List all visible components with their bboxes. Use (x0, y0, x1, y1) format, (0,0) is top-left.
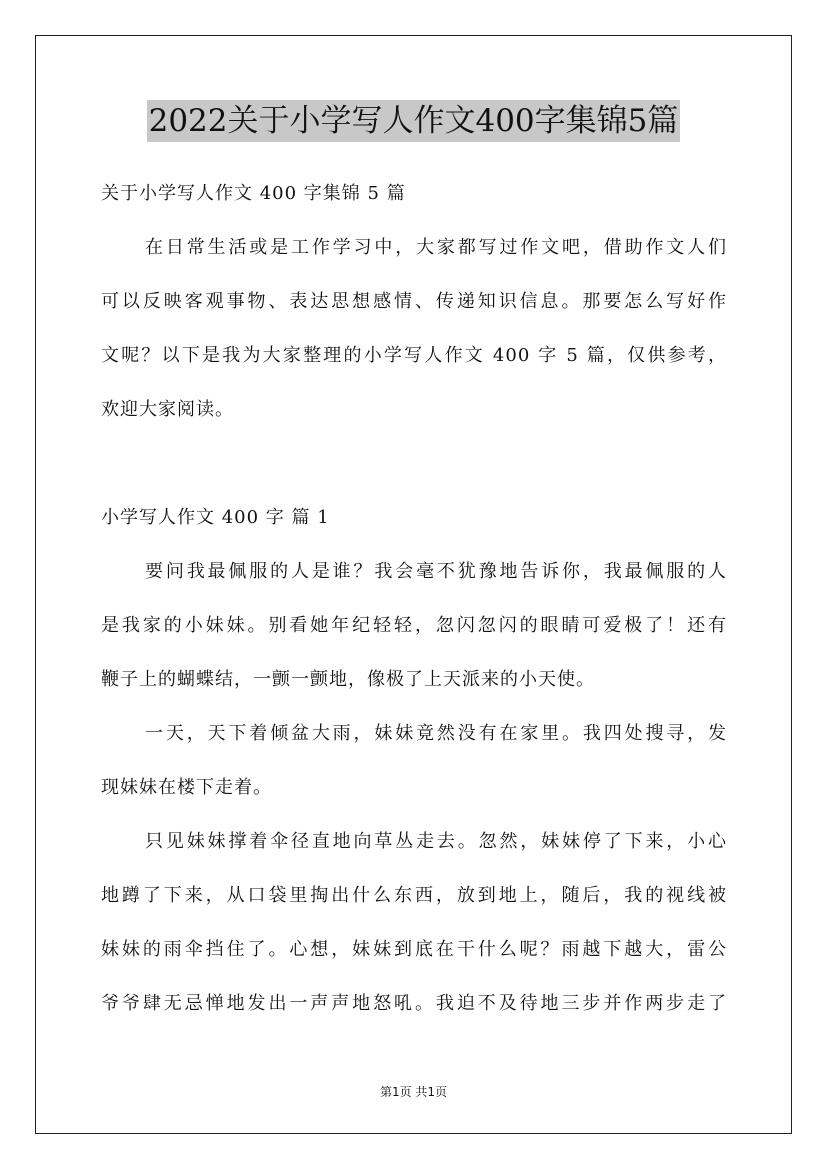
paragraph-line: 只见妹妹撑着伞径直地向草丛走去。忽然，妹妹停了下来，小心 (145, 831, 727, 852)
paragraph-line: 要问我最佩服的人是谁？我会毫不犹豫地告诉你，我最佩服的人 (145, 561, 727, 582)
paragraph-line: 鞭子上的蝴蝶结，一颤一颤地，像极了上天派来的小天使。 (101, 669, 595, 690)
title-container (0, 100, 827, 142)
paragraph-line: 是我家的小妹妹。别看她年纪轻轻，忽闪忽闪的眼睛可爱极了！还有 (101, 615, 727, 636)
paragraph-line: 一天，天下着倾盆大雨，妹妹竟然没有在家里。我四处搜寻，发 (145, 723, 727, 744)
page-footer: 第1页 共1页 (379, 1085, 448, 1099)
paragraph-line: 爷爷肆无忌惮地发出一声声地怒吼。我迫不及待地三步并作两步走了 (101, 993, 727, 1014)
paragraph-line: 地蹲了下来，从口袋里掏出什么东西，放到地上，随后，我的视线被 (101, 885, 727, 906)
document-title: 2022关于小学写人作文400字集锦5篇 (147, 100, 681, 142)
intro-line: 欢迎大家阅读。 (101, 399, 234, 420)
subtitle: 关于小学写人作文 400 字集锦 5 篇 (101, 183, 406, 204)
intro-line: 可以反映客观事物、表达思想感情、传递知识信息。那要怎么写好作 (101, 291, 727, 312)
section-heading: 小学写人作文 400 字 篇 1 (101, 507, 330, 528)
paragraph-line: 妹妹的雨伞挡住了。心想，妹妹到底在干什么呢？雨越下越大，雷公 (101, 939, 727, 960)
document-body (101, 174, 727, 1038)
spacer (101, 444, 727, 498)
intro-line: 文呢？以下是我为大家整理的小学写人作文 400 字 5 篇，仅供参考， (101, 345, 727, 366)
intro-line: 在日常生活或是工作学习中，大家都写过作文吧，借助作文人们 (145, 237, 727, 258)
paragraph-line: 现妹妹在楼下走着。 (101, 777, 272, 798)
